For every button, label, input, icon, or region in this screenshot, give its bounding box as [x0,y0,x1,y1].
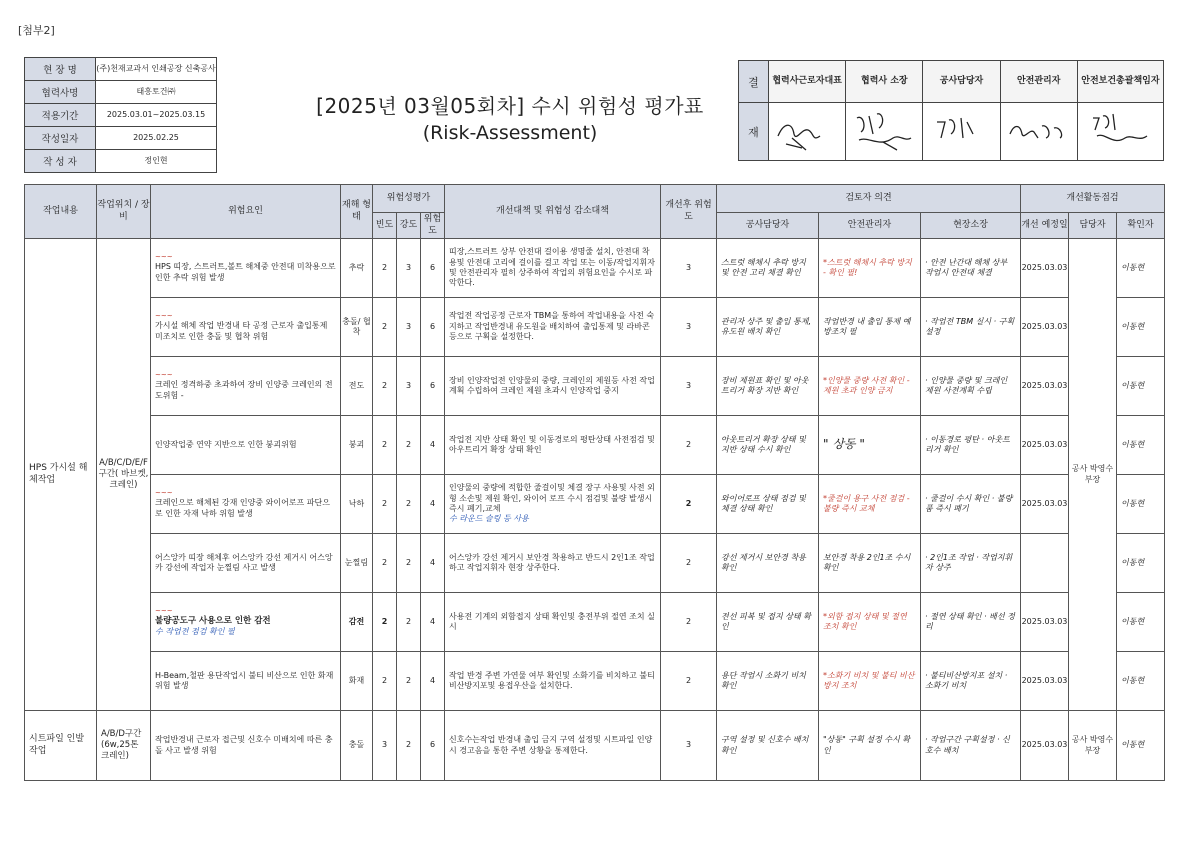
table-row [25,593,1165,652]
date-cell: 2025.03.03 [1021,298,1069,357]
header-sev: 강도 [397,213,421,239]
header-check-date: 개선 예정일 [1021,213,1069,239]
header-type: 재해 형태 [341,185,373,239]
header-check: 개선활동점검 [1021,185,1165,213]
level-cell: 6 [421,711,445,781]
approval-header: 안전보건총괄책임자 [1077,61,1163,103]
red-mark: ~~~ [155,312,173,321]
measure-cell: 작업전 지반 상태 확인 및 이동경로의 평탄상태 사전점검 및 아우트리거 확장 상태 확인 [445,416,661,475]
after-cell: 3 [661,239,717,298]
measure-cell: 작업 반경 주변 가연물 여부 확인및 소화기를 비치하고 불티비산방지포및 용접우산을 설치한다. [445,652,661,711]
review-manager-cell: 구역 설정 및 신호수 배치 확인 [717,711,819,781]
confirm-cell: 이동현 [1117,593,1165,652]
hazard-cell: ~~~ 크레인으로 해체된 강재 인양중 와이어로프 파단으로 인한 자재 낙하 위험 발생 [151,475,341,534]
person-cell: 공사 박영수부장 [1069,239,1117,711]
sev-cell: 2 [397,593,421,652]
freq-cell: 2 [373,593,397,652]
info-label: 현 장 명 [25,58,96,81]
sev-cell: 3 [397,298,421,357]
level-cell: 4 [421,652,445,711]
review-manager-cell: 관리자 상주 및 출입 통제, 유도원 배치 확인 [717,298,819,357]
header-measure: 개선대책 및 위험성 감소대책 [445,185,661,239]
review-site-cell: · 작업전 TBM 실시 · 구획 설정 [921,298,1021,357]
hazard-cell: H-Beam,철판 용단작업시 불티 비산으로 인한 화재 위험 발생 [151,652,341,711]
confirm-cell: 이동현 [1117,652,1165,711]
header-hazard: 위험요인 [151,185,341,239]
hazard-cell: 인양작업중 연약 지반으로 인한 붕괴위험 [151,416,341,475]
date-cell: 2025.03.03 [1021,652,1069,711]
document-title [290,90,730,144]
attachment-label: [첨부2] [18,24,55,37]
header-check-confirm: 확인자 [1117,213,1165,239]
signature [769,103,846,161]
review-safety-cell: 보안경 착용 2인1조 수시 확인 [819,534,921,593]
info-value: 태흥토건㈜ [96,81,217,104]
after-cell: 2 [661,475,717,534]
info-value: (주)천재교과서 인쇄공장 신축공사 [96,58,217,81]
red-mark: ~~~ [155,606,173,615]
measure-cell: 신호수는작업 반경내 출입 금지 구역 설정및 시트파일 인양시 경고음을 통한 주변 상황을 통제한다. [445,711,661,781]
sev-cell: 3 [397,357,421,416]
type-cell: 충돌/ 협착 [341,298,373,357]
review-manager-cell: 전선 피복 및 접지 상태 확인 [717,593,819,652]
level-cell: 4 [421,416,445,475]
table-row [25,298,1165,357]
header-freq: 빈도 [373,213,397,239]
review-manager-cell: 강선 제거시 보안경 착용 확인 [717,534,819,593]
task-cell: HPS 가시설 해체작업 [25,239,97,711]
review-safety-cell: *외함 접지 상태 및 절연 조치 확인 [819,593,921,652]
location-cell: A/B/C/D/E/F구간( 바브켓, 크레인) [97,239,151,711]
signature [1077,103,1163,161]
info-label: 협력사명 [25,81,96,104]
review-safety-cell: " 상동 " [819,416,921,475]
review-manager-cell: 아웃트리거 확장 상태 및 지반 상태 수시 확인 [717,416,819,475]
header-after: 개선후 위험도 [661,185,717,239]
confirm-cell: 이동현 [1117,298,1165,357]
date-cell: 2025.03.03 [1021,416,1069,475]
header-check-person: 담당자 [1069,213,1117,239]
level-cell: 6 [421,357,445,416]
review-site-cell: · 이동경로 평탄 · 아웃트리거 확인 [921,416,1021,475]
type-cell: 낙하 [341,475,373,534]
header-review: 검토자 의견 [717,185,1021,213]
header-rev-site: 현장소장 [921,213,1021,239]
type-cell: 눈찔림 [341,534,373,593]
hazard-cell: ~~~ 가시설 해체 작업 반경내 타 공정 근로자 출입통제 미조치로 인한 충돌 및 협착 위험 [151,298,341,357]
sev-cell: 2 [397,711,421,781]
review-site-cell: · 절연 상태 확인 · 배선 정리 [921,593,1021,652]
table-row [25,711,1165,781]
handwritten-note: 수 작업전 점검 확인 필 [155,626,235,636]
level-cell: 6 [421,298,445,357]
hazard-cell: ~~~ HPS 띠장, 스트러트,볼트 해체중 안전대 미착용으로 인한 추락 위험 발생 [151,239,341,298]
info-value: 2025.02.25 [96,127,217,150]
review-safety-cell: "상동" 구획 설정 수시 확인 [819,711,921,781]
review-site-cell: · 줄걸이 수시 확인 · 불량품 즉시 폐기 [921,475,1021,534]
person-cell: 공사 박영수부장 [1069,711,1117,781]
table-row [25,357,1165,416]
hazard-cell: 어스앙카 띠장 해체후 어스앙카 강선 제거시 어스앙카 강선에 작업자 눈찔림 사고 발생 [151,534,341,593]
review-manager-cell: 와이어로프 상태 점검 및 체결 상태 확인 [717,475,819,534]
after-cell: 3 [661,357,717,416]
location-cell: A/B/D구간 (6w,25톤크레인) [97,711,151,781]
review-site-cell: · 안전 난간대 해체 상부 작업시 안전대 체결 [921,239,1021,298]
header-rev-manager: 공사담당자 [717,213,819,239]
review-safety-cell: *인양물 중량 사전 확인 - 제원 초과 인양 금지 [819,357,921,416]
sev-cell: 3 [397,239,421,298]
handwritten-note: 수 라운드 슬링 등 사용 [449,514,529,524]
approval-header: 공사담당자 [923,61,1000,103]
review-safety-cell: 작업반경 내 출입 통제 예방조치 필 [819,298,921,357]
signature [923,103,1000,161]
approval-side: 결 [739,61,769,103]
info-label: 작성일자 [25,127,96,150]
after-cell: 2 [661,593,717,652]
after-cell: 3 [661,298,717,357]
measure-cell: 작업전 작업공정 근로자 TBM을 통하여 작업내용을 사전 숙지하고 작업반경내 유도원을 배치하여 출입통제 및 라바콘등으로 구획을 설정한다. [445,298,661,357]
level-cell: 6 [421,239,445,298]
red-mark: ~~~ [155,489,173,498]
task-cell: 시트파일 인발작업 [25,711,97,781]
risk-table [24,184,1165,781]
freq-cell: 2 [373,239,397,298]
confirm-cell: 이동현 [1117,239,1165,298]
level-cell: 4 [421,593,445,652]
signature [846,103,923,161]
date-cell: 2025.03.03 [1021,239,1069,298]
approval-header: 협력사근로자대표 [769,61,846,103]
hazard-cell: ~~~ 불량공도구 사용으로 인한 감전 수 작업전 점검 확인 필 [151,593,341,652]
title-sub: (Risk-Assessment) [422,122,598,144]
info-value: 정인현 [96,150,217,173]
confirm-cell: 이동현 [1117,416,1165,475]
table-row [25,534,1165,593]
review-manager-cell: 용단 작업시 소화기 비치 확인 [717,652,819,711]
after-cell: 2 [661,416,717,475]
freq-cell: 3 [373,711,397,781]
title-main: [2025년 03월05회차] 수시 위험성 평가표 [316,94,704,118]
header-rev-safety: 안전관리자 [819,213,921,239]
level-cell: 4 [421,534,445,593]
approval-side: 재 [739,103,769,161]
freq-cell: 2 [373,475,397,534]
review-safety-cell: *줄걸이 용구 사전 점검 - 불량 즉시 교체 [819,475,921,534]
approval-box [738,60,1164,161]
measure-cell: 띠장,스트러트 상부 안전대 걸이용 생명줄 설치, 안전대 착용및 안전대 고리에 걸이를 걸고 작업 또는 이동/작업지휘자및 안전관리자 필히 상주하여 작업의 위험요인을 수시로 파악한다. [445,239,661,298]
freq-cell: 2 [373,298,397,357]
review-site-cell: · 불티비산방지포 설치 · 소화기 비치 [921,652,1021,711]
approval-header: 협력사 소장 [846,61,923,103]
review-safety-cell: *스트럿 해체시 추락 방지 - 확인 필! [819,239,921,298]
confirm-cell: 이동현 [1117,475,1165,534]
header-location: 작업위치 / 장비 [97,185,151,239]
sev-cell: 2 [397,534,421,593]
type-cell: 감전 [341,593,373,652]
after-cell: 3 [661,711,717,781]
measure-cell: 장비 인양작업전 인양물의 중량, 크레인의 제원등 사전 작업계획 수립하여 크레인 제원 초과시 인양작업 중지 [445,357,661,416]
sev-cell: 2 [397,416,421,475]
review-site-cell: · 인양물 중량 및 크레인 제원 사전계획 수립 [921,357,1021,416]
review-manager-cell: 장비 제원표 확인 및 아웃트리거 확장 지반 확인 [717,357,819,416]
info-label: 작 성 자 [25,150,96,173]
header-risk: 위험성평가 [373,185,445,213]
review-safety-cell: *소화기 비치 및 불티 비산 방지 조치 [819,652,921,711]
type-cell: 붕괴 [341,416,373,475]
review-manager-cell: 스트럿 해체시 추락 방지 및 안전 고리 체결 확인 [717,239,819,298]
date-cell: 2025.03.03 [1021,475,1069,534]
freq-cell: 2 [373,534,397,593]
after-cell: 2 [661,652,717,711]
type-cell: 전도 [341,357,373,416]
header-level: 위험도 [421,213,445,239]
confirm-cell: 이동현 [1117,534,1165,593]
table-row [25,475,1165,534]
signature [1000,103,1077,161]
sev-cell: 2 [397,475,421,534]
confirm-cell: 이동현 [1117,711,1165,781]
table-row [25,239,1165,298]
after-cell: 2 [661,534,717,593]
type-cell: 충돌 [341,711,373,781]
review-site-cell: · 작업구간 구획설정 · 신호수 배치 [921,711,1021,781]
info-value: 2025.03.01~2025.03.15 [96,104,217,127]
measure-cell: 사용전 기계의 외함접지 상태 확인및 충전부위 절연 조치 실시 [445,593,661,652]
date-cell: 2025.03.03 [1021,593,1069,652]
table-row [25,652,1165,711]
date-cell: 2025.03.03 [1021,711,1069,781]
confirm-cell: 이동현 [1117,357,1165,416]
measure-cell: 인양물의 중량에 적합한 줄걸이및 체결 장구 사용및 사전 외형 소손및 제원 확인, 와이어 로프 수시 점검및 불량 발생시 즉시 폐기,교체 수 라운드 슬링 등 사용 [445,475,661,534]
type-cell: 추락 [341,239,373,298]
review-site-cell: · 2인1조 작업 · 작업지휘자 상주 [921,534,1021,593]
sev-cell: 2 [397,652,421,711]
red-mark: ~~~ [155,371,173,380]
freq-cell: 2 [373,416,397,475]
level-cell: 4 [421,475,445,534]
approval-header: 안전관리자 [1000,61,1077,103]
type-cell: 화재 [341,652,373,711]
hazard-cell: ~~~ 크레인 정격하중 초과하여 장비 인양중 크레인의 전도위험 - [151,357,341,416]
info-table [24,57,217,173]
info-label: 적용기간 [25,104,96,127]
hazard-cell: 작업반경내 근로자 접근및 신호수 미배치에 따른 충돌 사고 발생 위험 [151,711,341,781]
freq-cell: 2 [373,357,397,416]
freq-cell: 2 [373,652,397,711]
red-mark: ~~~ [155,253,173,262]
measure-cell: 어스앙카 강선 제거시 보안경 착용하고 반드시 2인1조 작업하고 작업지휘자 현장 상주한다. [445,534,661,593]
header-task: 작업내용 [25,185,97,239]
date-cell: 2025.03.03 [1021,357,1069,416]
date-cell [1021,534,1069,593]
table-row [25,416,1165,475]
